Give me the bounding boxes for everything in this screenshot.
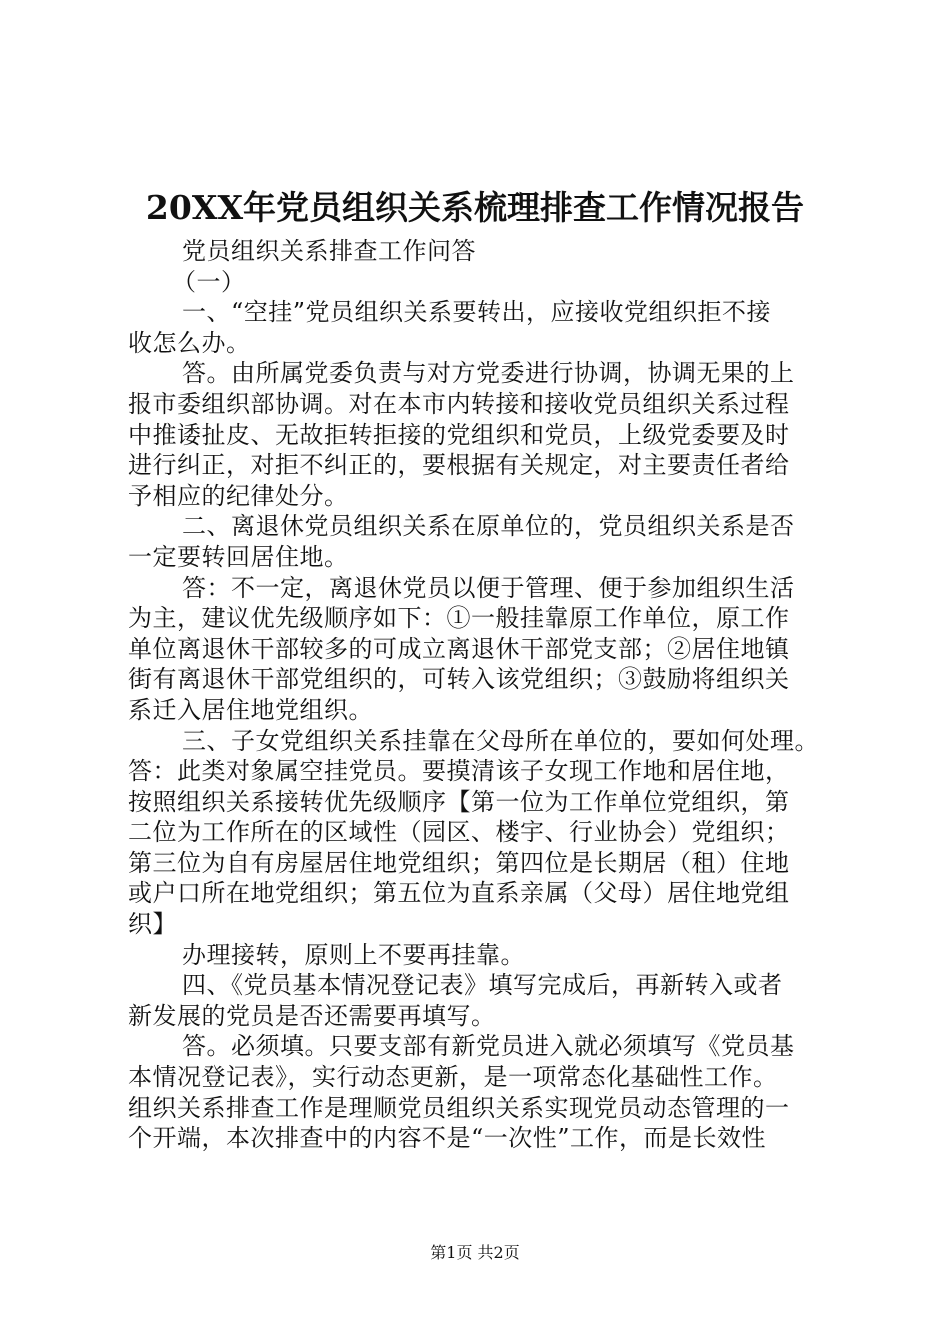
paragraph-line: 报市委组织部协调。对在本市内转接和接收党员组织关系过程 [128, 389, 790, 418]
document-body [128, 236, 836, 1154]
paragraph-line: 二位为工作所在的区域性（园区、楼宇、行业协会）党组织； [128, 818, 790, 847]
paragraph-line: 中推诿扯皮、无故拒转拒接的党组织和党员，上级党委要及时 [128, 420, 790, 449]
document-title: 20XX年党员组织关系梳理排查工作情况报告 [145, 188, 805, 227]
paragraph-line: 答：不一定，离退休党员以便于管理、便于参加组织生活 [182, 573, 795, 602]
paragraph-line: 四、《党员基本情况登记表》填写完成后，再新转入或者 [182, 971, 783, 1000]
paragraph-line: 答：此类对象属空挂党员。要摸清该子女现工作地和居住地， [128, 757, 790, 786]
paragraph-line: 个开端，本次排查中的内容不是“一次性”工作，而是长效性 [128, 1124, 767, 1153]
paragraph-line: 系迁入居住地党组织。 [128, 695, 373, 724]
paragraph-line: 按照组织关系接转优先级顺序【第一位为工作单位党组织，第 [128, 787, 790, 816]
section-number: （一） [172, 267, 246, 296]
paragraph-line: 答。由所属党委负责与对方党委进行协调，协调无果的上 [182, 359, 795, 388]
page-footer: 第1页 共2页 [430, 1243, 520, 1262]
paragraph-line: 为主，建议优先级顺序如下：①一般挂靠原工作单位，原工作 [128, 604, 790, 633]
paragraph-line: 组织关系排查工作是理顺党员组织关系实现党员动态管理的一 [128, 1093, 790, 1122]
paragraph-line: 进行纠正，对拒不纠正的，要根据有关规定，对主要责任者给 [128, 451, 790, 480]
paragraph-line: 二、离退休党员组织关系在原单位的，党员组织关系是否 [182, 512, 795, 541]
paragraph-line: 第三位为自有房屋居住地党组织；第四位是长期居（租）住地 [128, 848, 790, 877]
paragraph-line: 新发展的党员是否还需要再填写。 [128, 1001, 496, 1030]
paragraph-line: 本情况登记表》，实行动态更新，是一项常态化基础性工作。 [128, 1063, 778, 1092]
paragraph-line: 收怎么办。 [128, 328, 251, 357]
paragraph-line: 答。必须填。只要支部有新党员进入就必须填写《党员基 [182, 1032, 795, 1061]
paragraph-line: 三、子女党组织关系挂靠在父母所在单位的，要如何处理。 [182, 726, 819, 755]
paragraph-line: 织】 [128, 910, 177, 939]
paragraph-line: 办理接转，原则上不要再挂靠。 [182, 940, 525, 969]
paragraph-line: 一、“空挂”党员组织关系要转出，应接收党组织拒不接 [182, 298, 772, 327]
paragraph-line: 予相应的纪律处分。 [128, 481, 349, 510]
paragraph-line: 或户口所在地党组织；第五位为直系亲属（父母）居住地党组 [128, 879, 790, 908]
paragraph-line: 单位离退休干部较多的可成立离退休干部党支部；②居住地镇 [128, 634, 790, 663]
section-heading: 党员组织关系排查工作问答 [182, 237, 476, 265]
paragraph-line: 街有离退休干部党组织的，可转入该党组织；③鼓励将组织关 [128, 665, 790, 694]
paragraph-line: 一定要转回居住地。 [128, 542, 349, 571]
